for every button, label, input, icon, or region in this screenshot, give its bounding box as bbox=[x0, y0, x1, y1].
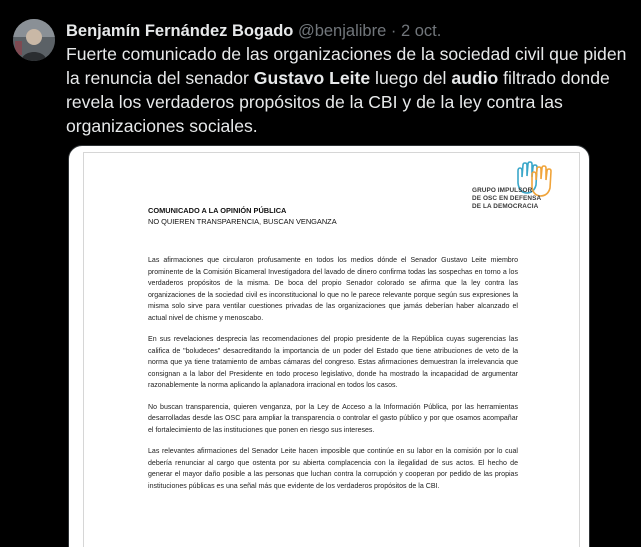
tweet-media-image[interactable] bbox=[68, 145, 590, 547]
document-body bbox=[148, 255, 518, 492]
author-display-name[interactable]: Benjamín Fernández Bogado bbox=[66, 22, 294, 40]
logo-text bbox=[472, 187, 541, 211]
document-heading: COMUNICADO A LA OPINIÓN PÚBLICA bbox=[148, 206, 287, 215]
avatar-image bbox=[13, 19, 55, 61]
avatar[interactable] bbox=[13, 19, 55, 61]
logo-line: GRUPO IMPULSOR bbox=[472, 187, 533, 194]
tweet-text-part: filtrado donde revela los verdaderos propósitos de la CBI y de la ley contra las organizaciones sociales. bbox=[66, 68, 610, 136]
tweet-text-bold-name: Gustavo Leite bbox=[253, 68, 371, 88]
document-paragraph: En sus revelaciones desprecia las recomendaciones del propio presidente de la República cuyas sugerencias las califica de "boludeces" desacreditando la importancia de un poder del Estado que tiene atribuciones de veto de la norma que ya tiene tratamiento de ambas cámaras del congreso. Estas afirmaciones demuestran la irrelevancia que consignan a la labor del Presidente en todo proceso legislativo, donde ha mostrado la incapacidad de argumentar razonablemente la norma aplicando la aplanadora irracional en todos los casos. bbox=[148, 336, 518, 389]
tweet-text-part: Fuerte comunicado de las organizaciones de la sociedad civil que piden la renuncia del senador bbox=[66, 44, 627, 88]
tweet-text-part: luego del bbox=[370, 68, 452, 88]
header-separator: · bbox=[390, 22, 397, 40]
tweet-date[interactable]: 2 oct. bbox=[400, 22, 442, 40]
author-handle[interactable]: @benjalibre bbox=[297, 22, 387, 40]
document-subheading: NO QUIEREN TRANSPARENCIA, BUSCAN VENGANZA bbox=[148, 217, 337, 226]
tweet-text-bold-audio: audio bbox=[451, 68, 499, 88]
logo-line: DE OSC EN DEFENSA bbox=[472, 195, 542, 202]
tweet-header bbox=[66, 20, 441, 42]
organization-logo bbox=[464, 161, 584, 227]
tweet-text bbox=[66, 42, 634, 138]
document-page bbox=[83, 152, 580, 547]
document-paragraph: Las relevantes afirmaciones del Senador Leite hacen imposible que continúe en su labor en la comisión por lo cual debería renunciar al cargo que ostenta por su abierta complacencia con la ilegalidad de sus actos. El hecho de generar el mayor daño posible a las personas que luchan contra la corrupción y cooperan por pedido de las propias instituciones públicas es una señal más que evidente de los verdaderos propósitos de la CBI. bbox=[148, 448, 518, 490]
logo-line: DE LA DEMOCRACIA bbox=[472, 203, 539, 210]
document-paragraph: Las afirmaciones que circularon profusamente en todos los medios dónde el Senador Gustavo Leite miembro prominente de la Comisión Bicameral Investigadora del lavado de dinero confirma todas las sospechas en torno a los verdaderos propósitos de la misma. De boca del propio Senador colorado se afirma que la ley contra las organizaciones de la sociedad civil es inconstitucional lo que no le parece relevante porque según sus expresiones la misma solo sirve para ventilar cuestiones privadas de las organizaciones que jamás deberían haber alcanzado el actual nivel de chisme y menoscabo. bbox=[148, 257, 518, 322]
document-paragraph: No buscan transparencia, quieren venganza, por la Ley de Acceso a la Información Pública, por las herramientas desarrolladas desde las OSC para ampliar la transparencia o controlar el gasto público y por que osamos acompañar el fortalecimiento de las instituciones que ponen en riesgo sus intereses. bbox=[148, 403, 518, 434]
